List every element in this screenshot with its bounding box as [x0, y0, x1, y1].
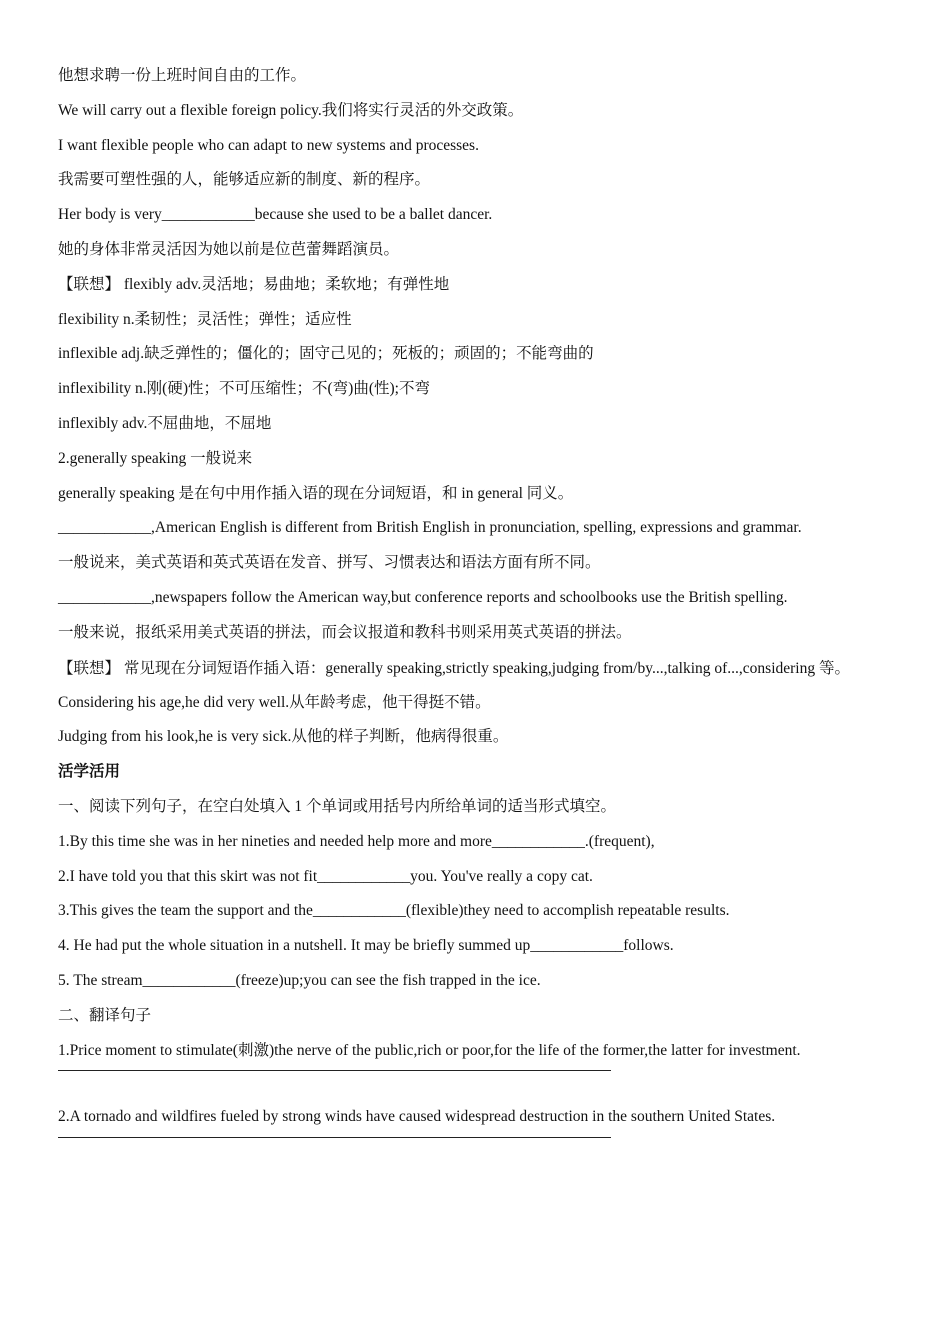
- text-line: flexibility n.柔韧性；灵活性；弹性；适应性: [58, 310, 352, 328]
- practice-heading: 活学活用: [58, 763, 121, 781]
- section-title: 二、翻译句子: [58, 1006, 152, 1024]
- text-line: 2.generally speaking 一般说来: [58, 449, 253, 467]
- answer-line: [58, 1136, 611, 1138]
- text-line: inflexibly adv.不屈曲地，不屈地: [58, 414, 272, 432]
- text-line: 一般说来，美式英语和英式英语在发音、拼写、习惯表达和语法方面有所不同。: [58, 554, 601, 572]
- question-item: 2.I have told you that this skirt was not fit____________you. You've really a copy cat.: [58, 867, 593, 885]
- text-line: inflexible adj.缺乏弹性的；僵化的；固守己见的；死板的；顽固的；不能弯曲的: [58, 345, 594, 363]
- text-line: 一般来说，报纸采用美式英语的拼法，而会议报道和教科书则采用英式英语的拼法。: [58, 623, 632, 641]
- translation-item: 2.A tornado and wildfires fueled by strong winds have caused widespread destruction in the southern United States.: [58, 1108, 776, 1126]
- question-item: 4. He had put the whole situation in a nutshell. It may be briefly summed up____________follows.: [58, 937, 674, 955]
- text-line: 她的身体非常灵活因为她以前是位芭蕾舞蹈演员。: [58, 240, 400, 258]
- question-item: 5. The stream____________(freeze)up;you can see the fish trapped in the ice.: [58, 971, 541, 989]
- document-page: [58, 66, 898, 1174]
- section-title: 一、阅读下列句子，在空白处填入 1 个单词或用括号内所给单词的适当形式填空。: [58, 797, 617, 815]
- text-line: 他想求聘一份上班时间自由的工作。: [58, 67, 307, 84]
- text-line: 【联想】 flexibly adv.灵活地；易曲地；柔软地；有弹性地: [58, 275, 450, 293]
- question-item: 1.By this time she was in her nineties and needed help more and more____________.(frequent),: [58, 832, 655, 850]
- translation-item: 1.Price moment to stimulate(刺激)the nerve of the public,rich or poor,for the life of the former,the latter for investment.: [58, 1041, 801, 1059]
- text-line: We will carry out a flexible foreign policy.我们将实行灵活的外交政策。: [58, 101, 524, 119]
- text-line: ____________,American English is different from British English in pronunciation, spelling, expressions and grammar.: [58, 519, 802, 537]
- text-line: 我需要可塑性强的人，能够适应新的制度、新的程序。: [58, 171, 431, 189]
- text-line: Considering his age,he did very well.从年龄考虑，他干得挺不错。: [58, 693, 491, 711]
- text-line: I want flexible people who can adapt to new systems and processes.: [58, 136, 479, 154]
- text-line: Her body is very____________because she used to be a ballet dancer.: [58, 206, 493, 224]
- text-line: ____________,newspapers follow the American way,but conference reports and schoolbooks use the British spelling.: [58, 588, 788, 606]
- text-line: inflexibility n.刚(硬)性；不可压缩性；不(弯)曲(性);不弯: [58, 380, 430, 398]
- question-item: 3.This gives the team the support and the____________(flexible)they need to accomplish repeatable results.: [58, 902, 730, 920]
- answer-line: [58, 1069, 611, 1071]
- text-line: 【联想】 常见现在分词短语作插入语：generally speaking,strictly speaking,judging from/by...,talking of...,considering 等。: [58, 659, 850, 677]
- text-line: generally speaking 是在句中用作插入语的现在分词短语，和 in general 同义。: [58, 484, 574, 502]
- text-line: Judging from his look,he is very sick.从他的样子判断，他病得很重。: [58, 728, 509, 746]
